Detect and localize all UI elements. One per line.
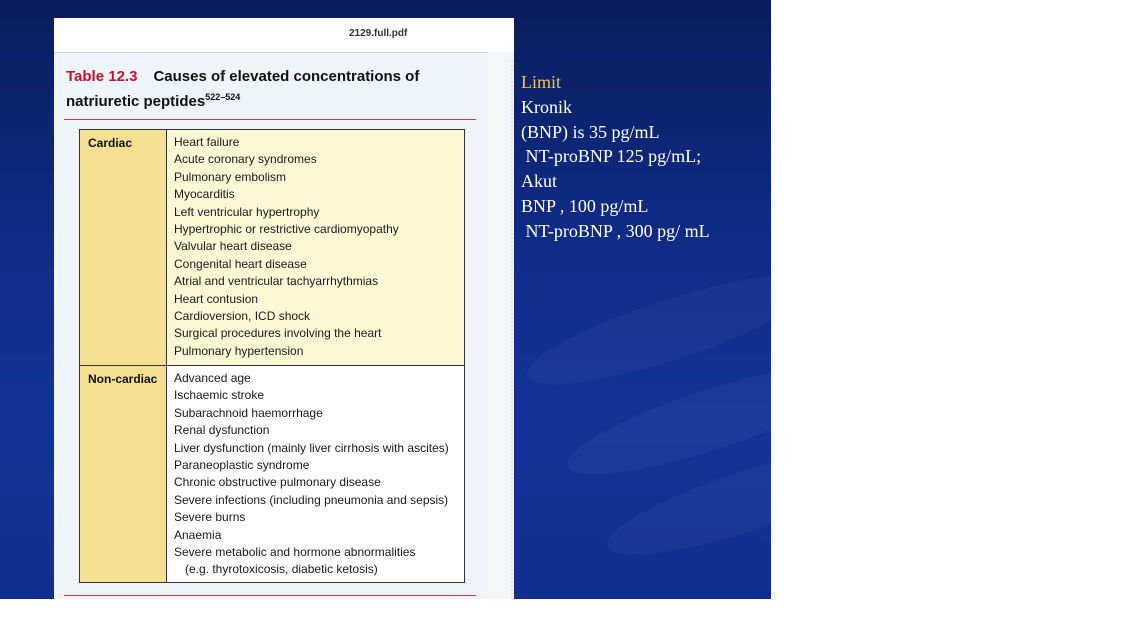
limit-line: BNP , 100 pg/mL	[521, 195, 649, 216]
causes-table	[79, 129, 465, 583]
category-column	[80, 130, 167, 582]
pdf-filename: 2129.full.pdf	[349, 28, 408, 39]
limit-line: (BNP) is 35 pg/mL	[521, 121, 660, 142]
pdf-title-bar	[54, 18, 514, 53]
table-item: Anaemia	[174, 527, 222, 542]
table-item: Chronic obstructive pulmonary disease	[174, 475, 381, 490]
table-item: Liver dysfunction (mainly liver cirrhosis with ascites)	[174, 440, 449, 455]
limit-line: Akut	[521, 171, 557, 192]
table-item: Advanced age	[174, 371, 251, 385]
table-item: Severe infections (including pneumonia and sepsis)	[174, 492, 449, 507]
limits-text	[521, 70, 710, 244]
table-item: Congenital heart disease	[174, 256, 307, 271]
table-item: Hypertrophic or restrictive cardiomyopathy	[174, 221, 399, 236]
pdf-page	[54, 53, 488, 599]
table-item: Pulmonary hypertension	[174, 343, 304, 358]
table-item: Acute coronary syndromes	[174, 152, 317, 167]
limit-heading: Limit	[521, 72, 561, 92]
table-item: Severe burns	[174, 510, 246, 525]
limit-line: NT-proBNP , 300 pg/ mL	[521, 220, 710, 241]
table-bottom-rule	[64, 595, 476, 596]
table-item: Renal dysfunction	[174, 423, 270, 438]
table-reference: 522–524	[205, 92, 241, 102]
table-item: Surgical procedures involving the heart	[174, 326, 382, 341]
table-top-rule	[64, 119, 476, 120]
table-item: Heart failure	[174, 135, 240, 149]
table-item: Valvular heart disease	[174, 239, 292, 254]
table-item: Subarachnoid haemorrhage	[174, 405, 323, 420]
table-item: Atrial and ventricular tachyarrhythmias	[174, 274, 379, 289]
table-item: Paraneoplastic syndrome	[174, 457, 310, 472]
table-item: Pulmonary embolism	[174, 169, 287, 184]
table-heading	[66, 67, 486, 112]
table-item: Ischaemic stroke	[174, 388, 265, 403]
table-title: Causes of elevated concentrations of natriuretic peptides	[66, 68, 420, 110]
table-item: Left ventricular hypertrophy	[174, 204, 320, 219]
noncardiac-items	[174, 370, 449, 579]
noncardiac-label: Non-cardiac	[88, 372, 158, 386]
limit-line: Kronik	[521, 96, 572, 117]
table-item: Severe metabolic and hormone abnormalities	[174, 544, 416, 559]
table-item: Heart contusion	[174, 291, 259, 306]
table-item: (e.g. thyrotoxicosis, diabetic ketosis)	[185, 562, 378, 577]
table-item: Myocarditis	[174, 187, 235, 202]
row-separator	[80, 365, 464, 366]
table-item: Cardioversion, ICD shock	[174, 308, 311, 323]
pdf-viewer	[54, 18, 514, 599]
cardiac-label: Cardiac	[88, 136, 133, 150]
panel-divider	[511, 60, 513, 599]
cardiac-items	[174, 134, 399, 360]
limit-line: NT-proBNP 125 pg/mL;	[521, 146, 702, 167]
table-number: Table 12.3	[66, 68, 138, 85]
